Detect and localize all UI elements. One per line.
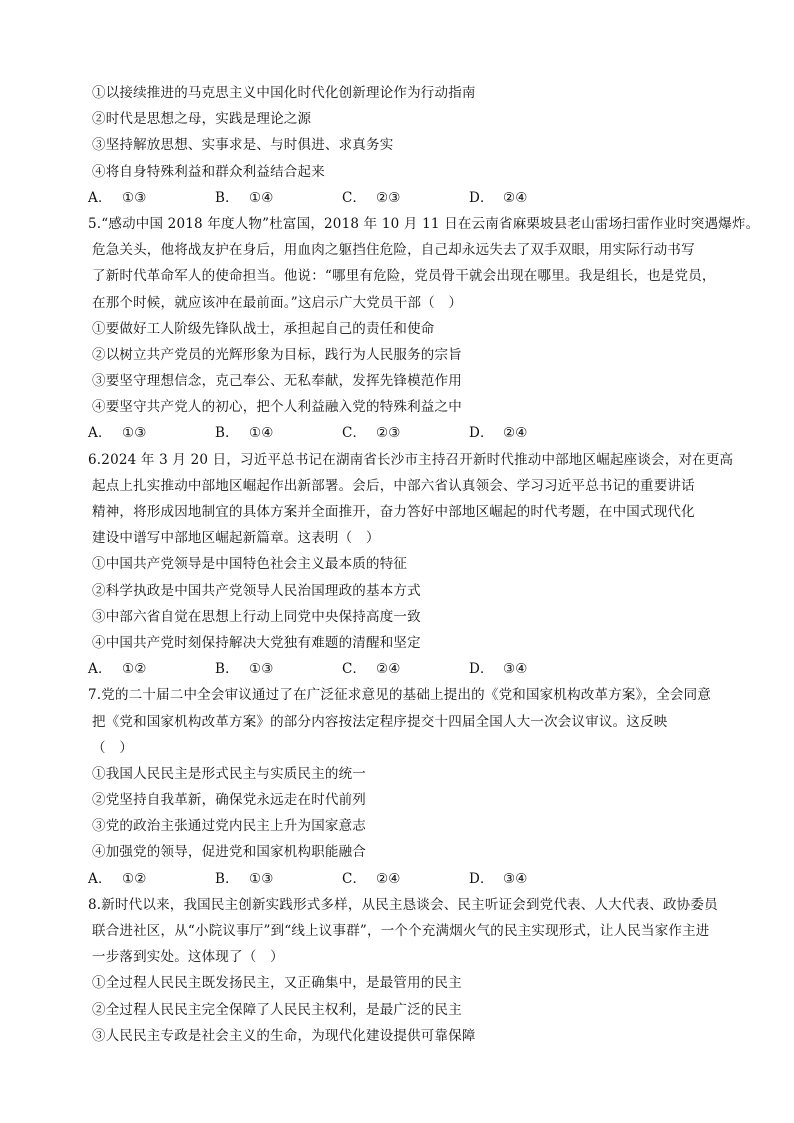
option-1: ①全过程人民民主既发扬民主，又正确集中，是最管用的民主 xyxy=(92,975,462,992)
choice-value: ②③ xyxy=(376,425,401,442)
question-stem-line: 了新时代革命军人的使命担当。他说：“哪里有危险，党员骨干就会出现在哪里。我是组长，也是党员， xyxy=(92,268,716,285)
answer-choices xyxy=(88,866,728,892)
choice-letter: D． xyxy=(469,189,494,206)
choice-value: ①③ xyxy=(249,870,274,887)
choice-value: ②④ xyxy=(503,425,528,442)
option-2: ②以树立共产党员的光辉形象为目标，践行为人民服务的宗旨 xyxy=(92,346,462,363)
choice-letter: B． xyxy=(215,870,239,887)
option-3: ③要坚守理想信念，克己奉公、无私奉献，发挥先锋模范作用 xyxy=(92,373,462,390)
option-3: ③人民民主专政是社会主义的生命，为现代化建设提供可靠保障 xyxy=(92,1027,476,1044)
answer-choices xyxy=(88,656,728,682)
choice-letter: D． xyxy=(469,425,494,442)
option-4: ④加强党的领导，促进党和国家机构职能融合 xyxy=(92,844,366,861)
choice-value: ③④ xyxy=(503,661,528,678)
choice-letter: A． xyxy=(88,189,112,206)
question-stem-line: 7.党的二十届二中全会审议通过了在广泛征求意见的基础上提出的《党和国家机构改革方案》，全会同意 xyxy=(88,687,712,704)
choice-letter: D． xyxy=(469,661,494,678)
question-content xyxy=(88,80,760,1049)
choice-value: ①④ xyxy=(249,425,274,442)
choice-letter: B． xyxy=(215,661,239,678)
question-8 xyxy=(88,892,728,1049)
choice-value: ①③ xyxy=(122,189,147,206)
choice-letter: D． xyxy=(469,870,494,887)
choice-b[interactable] xyxy=(215,420,342,446)
question-6 xyxy=(88,447,734,683)
option-1: ①以接续推进的马克思主义中国化时代化创新理论作为行动指南 xyxy=(92,85,476,101)
option-3: ③坚持解放思想、实事求是、与时俱进、求真务实 xyxy=(92,137,394,154)
choice-c[interactable] xyxy=(342,185,469,211)
choice-value: ①③ xyxy=(249,661,274,678)
choice-a[interactable] xyxy=(88,420,215,446)
option-2: ②时代是思想之母，实践是理论之源 xyxy=(92,111,312,128)
choice-value: ②③ xyxy=(376,189,401,206)
question-stem-line: 5.“感动中国 2018 年度人物”杜富国，2018 年 10 月 11 日在云南省麻栗坡县老山雷场扫雷作业时突遇爆炸。 xyxy=(88,215,760,232)
choice-value: ②④ xyxy=(376,870,401,887)
answer-choices xyxy=(88,420,728,446)
question-stem-line: 把《党和国家机构改革方案》的部分内容按法定程序提交十四届全国人大一次会议审议。这反映 xyxy=(92,713,668,730)
question-stem-line: 起点上扎实推动中部地区崛起作出新部署。会后，中部六省认真领会、学习习近平总书记的重要讲话 xyxy=(92,477,695,494)
choice-a[interactable] xyxy=(88,185,215,211)
question-7 xyxy=(88,682,728,892)
question-stem-line: 6.2024 年 3 月 20 日，习近平总书记在湖南省长沙市主持召开新时代推动中部地区崛起座谈会，对在更高 xyxy=(88,451,734,468)
choice-b[interactable] xyxy=(215,866,342,892)
option-2: ②科学执政是中国共产党领导人民治国理政的基本方式 xyxy=(92,582,421,599)
choice-letter: C． xyxy=(342,425,367,442)
option-2: ②党坚持自我革新，确保党永远走在时代前列 xyxy=(92,792,366,809)
question-stem-line: 8.新时代以来，我国民主创新实践形式多样，从民主恳谈会、民主听证会到党代表、人大代表、政协委员 xyxy=(88,896,718,913)
choice-a[interactable] xyxy=(88,866,215,892)
question-stem-line: （ ） xyxy=(92,739,134,756)
question-stem-line: 精神，将形成因地制宜的具体方案并全面推开，奋力答好中部地区崛起的时代考题，在中国式现代化 xyxy=(92,504,695,520)
choice-letter: A． xyxy=(88,425,112,442)
choice-b[interactable] xyxy=(215,656,342,682)
choice-d[interactable] xyxy=(469,420,596,446)
choice-letter: C． xyxy=(342,870,367,887)
option-1: ①我国人民民主是形式民主与实质民主的统一 xyxy=(92,765,366,782)
question-stem-line: 在那个时候，就应该冲在最前面。”这启示广大党员干部（ ） xyxy=(92,294,463,311)
question-5 xyxy=(88,211,760,447)
option-2: ②全过程人民民主完全保障了人民民主权利，是最广泛的民主 xyxy=(92,1001,462,1018)
choice-value: ②④ xyxy=(503,189,528,206)
choice-d[interactable] xyxy=(469,185,596,211)
answer-choices xyxy=(88,185,728,211)
choice-letter: B． xyxy=(215,189,239,206)
question-stem-line: 一步落到实处。这体现了（ ） xyxy=(92,949,284,966)
choice-letter: C． xyxy=(342,661,367,678)
question-stem-line: 建设中谱写中部地区崛起新篇章。这表明（ ） xyxy=(92,530,380,547)
choice-value: ①④ xyxy=(249,189,274,206)
choice-c[interactable] xyxy=(342,420,469,446)
choice-b[interactable] xyxy=(215,185,342,211)
choice-value: ①② xyxy=(122,661,147,678)
question-4-options xyxy=(88,80,728,211)
choice-letter: C． xyxy=(342,189,367,206)
option-4: ④中国共产党时刻保持解决大党独有难题的清醒和坚定 xyxy=(92,634,421,651)
question-stem-line: 危急关头，他将战友护在身后，用血肉之躯挡住危险，自己却永远失去了双手双眼，用实际行动书写 xyxy=(92,242,695,259)
choice-value: ②④ xyxy=(376,661,401,678)
option-4: ④要坚守共产党人的初心，把个人利益融入党的特殊利益之中 xyxy=(92,399,462,416)
choice-value: ①② xyxy=(122,870,147,887)
choice-c[interactable] xyxy=(342,866,469,892)
option-1: ①中国共产党领导是中国特色社会主义最本质的特征 xyxy=(92,556,408,573)
question-stem-line: 联合进社区，从“小院议事厅”到“线上议事群”，一个个充满烟火气的民主实现形式，让人民当家作主进 xyxy=(92,923,710,939)
choice-d[interactable] xyxy=(469,656,596,682)
option-4: ④将自身特殊利益和群众利益结合起来 xyxy=(92,163,325,180)
choice-letter: B． xyxy=(215,425,239,442)
option-3: ③中部六省自觉在思想上行动上同党中央保持高度一致 xyxy=(92,608,421,625)
choice-a[interactable] xyxy=(88,656,215,682)
choice-letter: A． xyxy=(88,870,112,887)
choice-value: ③④ xyxy=(503,870,528,887)
choice-d[interactable] xyxy=(469,866,596,892)
option-3: ③党的政治主张通过党内民主上升为国家意志 xyxy=(92,818,366,835)
option-1: ①要做好工人阶级先锋队战士，承担起自己的责任和使命 xyxy=(92,320,435,337)
choice-letter: A． xyxy=(88,661,112,678)
choice-value: ①③ xyxy=(122,425,147,442)
choice-c[interactable] xyxy=(342,656,469,682)
